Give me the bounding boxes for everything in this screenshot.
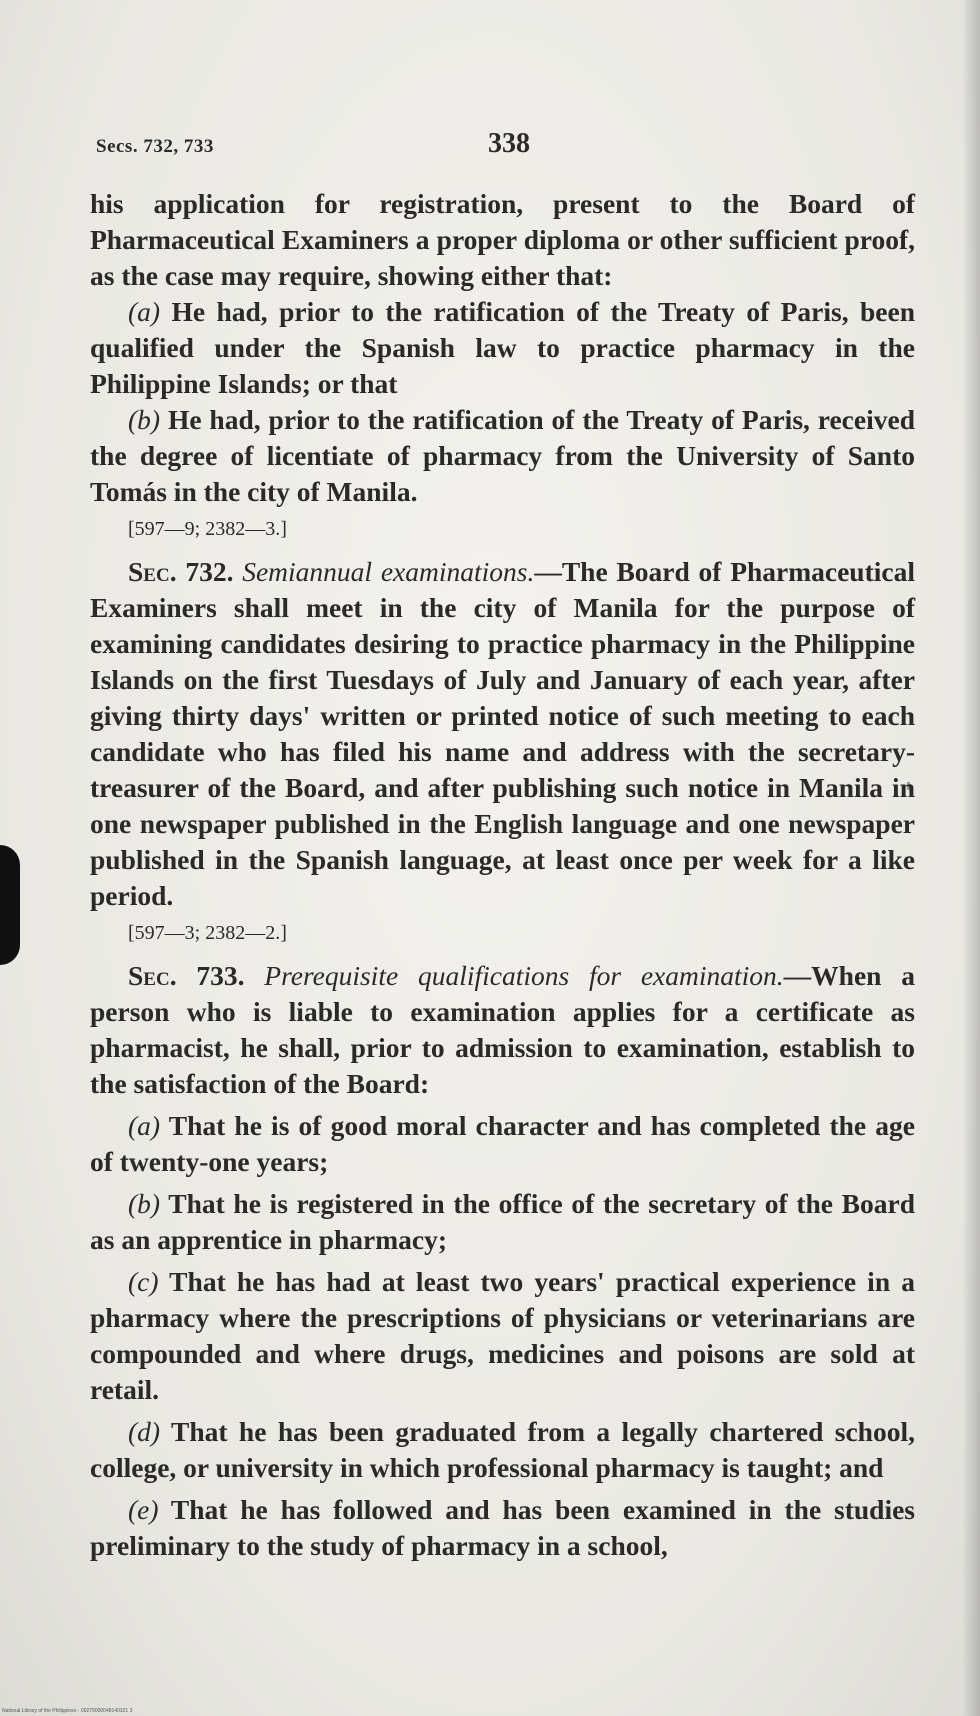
clause-b: (b) That he is registered in the office of the secretary of the Board as an apprentice in pharmacy;	[90, 1188, 915, 1255]
clause-e: (e) That he has followed and has been examined in the studies preliminary to the study of pharmacy in a school,	[90, 1494, 915, 1561]
page-body	[90, 186, 915, 1564]
section-732-label: Sec. 732.	[128, 556, 234, 587]
section-733-label: Sec. 733.	[128, 960, 245, 991]
paragraph-a: (a) He had, prior to the ratification of the Treaty of Paris, been qualified under the Spanish law to practice pharmacy in the Philippine Islands; or that	[90, 296, 915, 399]
clause-c: (c) That he has had at least two years' practical experience in a pharmacy where the prescriptions of physicians or veterinarians are compounded and where drugs, medicines and poisons are sold at retail.	[90, 1266, 915, 1405]
page-header	[96, 128, 916, 168]
page-number: 338	[488, 128, 530, 159]
section-732: Sec. 732. Semiannual examinations.—The Board of Pharmaceutical Examiners shall meet in the city of Manila for the purpose of examining candidates desiring to practice pharmacy in the Philippine Islands on the first Tuesdays of July and January of each year, after giving thirty days' written or printed notice of such meeting to each candidate who has filed his name and address with the secretary-treasurer of the Board, and after publishing such notice in Manila in one newspaper published in the English language and one newspaper published in the Spanish language, at least once per week for a like period.	[90, 556, 915, 911]
citation-2: [597—3; 2382—2.]	[128, 922, 287, 944]
section-733: Sec. 733. Prerequisite qualifications for examination.—When a person who is liable to examination applies for a certificate as pharmacist, he shall, prior to admission to examination, establish to the satisfaction of the Board:	[90, 960, 915, 1099]
section-732-title: Semiannual examinations.	[242, 556, 535, 587]
clause-d: (d) That he has been graduated from a legally chartered school, college, or university in which professional pharmacy is taught; and	[90, 1416, 915, 1483]
citation-1: [597—9; 2382—3.]	[128, 518, 287, 540]
scan-credit: National Library of the Philippines · 00279000048140321 3	[2, 1708, 133, 1714]
paragraph-continuation: his application for registration, present to the Board of Pharmaceutical Examiners a proper diploma or other sufficient proof, as the case may require, showing either that:	[90, 188, 915, 291]
page-edge-shadow	[962, 0, 980, 1716]
section-reference: Secs. 732, 733	[96, 136, 214, 157]
paragraph-b: (b) He had, prior to the ratification of the Treaty of Paris, received the degree of licentiate of pharmacy from the University of Santo Tomás in the city of Manila.	[90, 404, 915, 507]
clause-a: (a) That he is of good moral character and has completed the age of twenty-one years;	[90, 1110, 915, 1177]
binding-mark	[0, 845, 20, 965]
section-733-title: Prerequisite qualifications for examination.	[264, 960, 784, 991]
